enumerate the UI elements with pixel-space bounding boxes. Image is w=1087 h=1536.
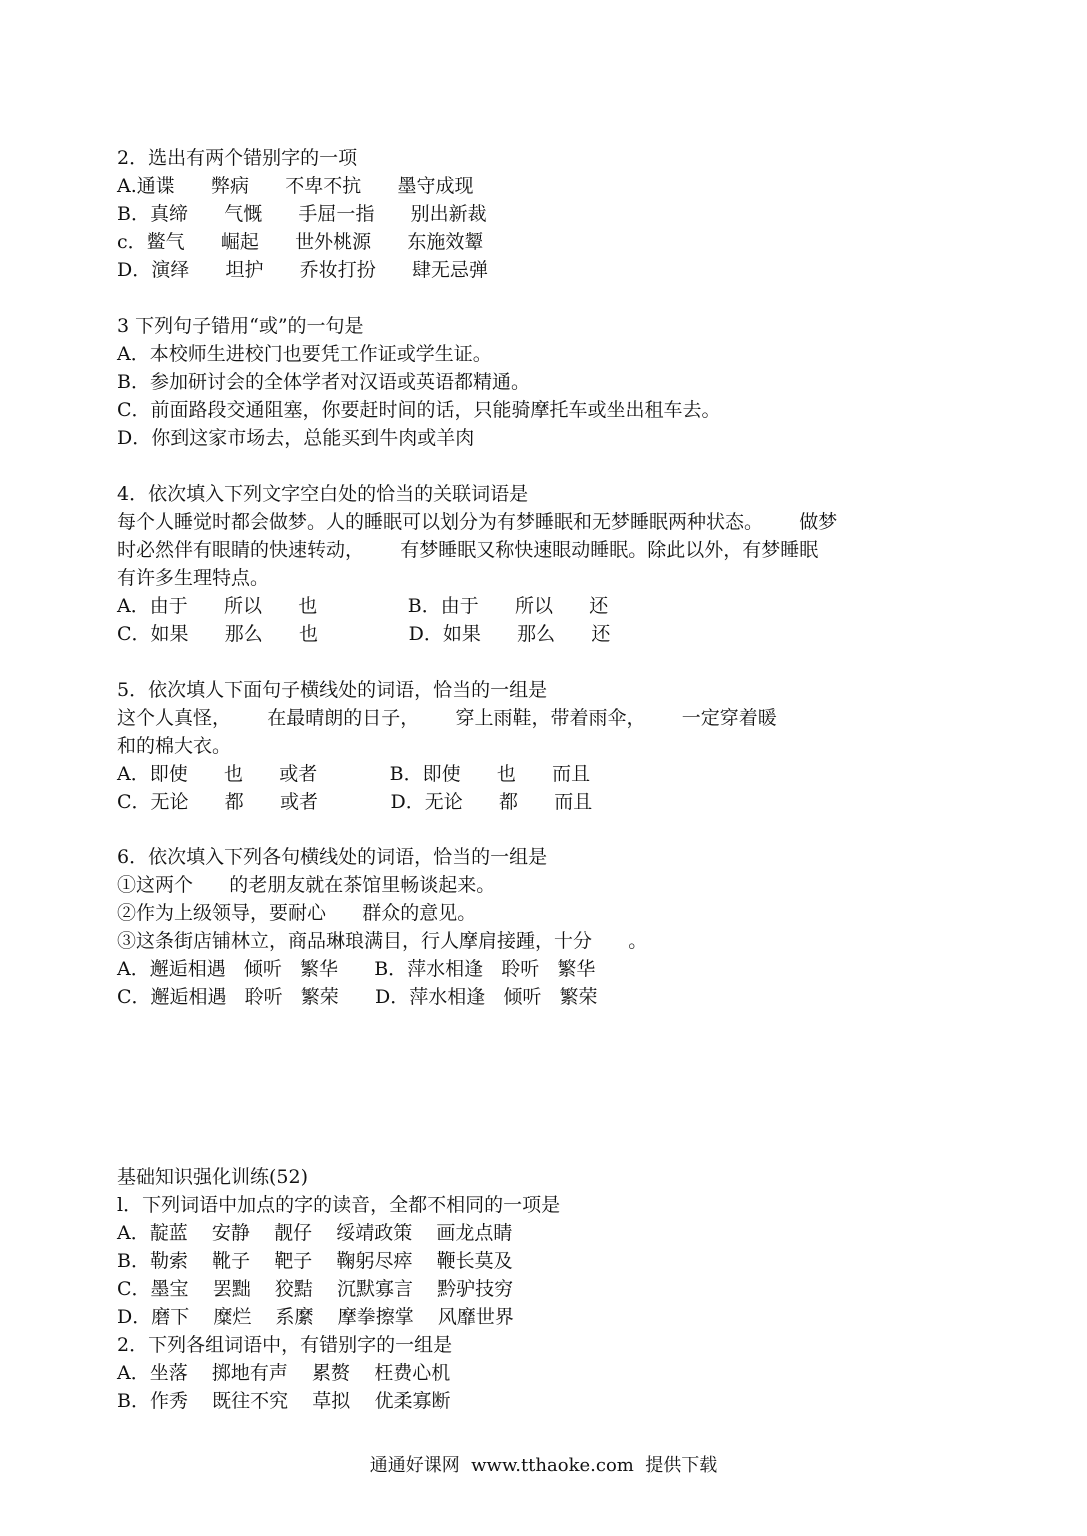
q4-options-cd: C．如果 那么 也 D．如果 那么 还 — [117, 623, 611, 645]
q2-option-d: D．演绎 坦护 乔妆打扮 肆无忌弹 — [117, 259, 488, 281]
s2-q2-option-a: A．坐落 掷地有声 累赘 枉费心机 — [117, 1362, 451, 1384]
q4-passage-line: 有许多生理特点。 — [117, 567, 270, 589]
q5-options-ab: A．即使 也 或者 B．即使 也 而且 — [117, 763, 591, 785]
q5-passage-line: 这个人真怪， 在最晴朗的日子， 穿上雨鞋，带着雨伞， 一定穿着暖 — [117, 707, 777, 729]
q2-stem: 2．选出有两个错别字的一项 — [117, 147, 358, 169]
q6-item: ②作为上级领导，要耐心 群众的意见。 — [117, 902, 477, 924]
q2-option-a: A.通谍 弊病 不卑不抗 墨守成现 — [117, 175, 474, 197]
q4-passage-line: 时必然伴有眼睛的快速转动， 有梦睡眠又称快速眼动睡眠。除此以外，有梦睡眠 — [117, 539, 819, 561]
q3-stem: 3 下列句子错用“或”的一句是 — [117, 315, 364, 337]
q5-options-cd: C．无论 都 或者 D．无论 都 而且 — [117, 791, 593, 813]
page-footer: 通通好课网 www.tthaoke.com 提供下载 — [369, 1455, 718, 1476]
s2-q1-option-a: A．靛蓝 安静 靓仔 绥靖政策 画龙点睛 — [117, 1222, 513, 1244]
q3-option-b: B．参加研讨会的全体学者对汉语或英语都精通。 — [117, 371, 530, 393]
q6-item: ①这两个 的老朋友就在茶馆里畅谈起来。 — [117, 874, 496, 896]
s2-q2-option-b: B．作秀 既往不究 草拟 优柔寡断 — [117, 1390, 451, 1412]
s2-q1-stem: l．下列词语中加点的字的读音，全都不相同的一项是 — [117, 1194, 561, 1216]
q6-item: ③这条街店铺林立，商品琳琅满目，行人摩肩接踵，十分 。 — [117, 930, 648, 952]
q3-option-a: A．本校师生进校门也要凭工作证或学生证。 — [117, 343, 492, 365]
q2-option-b: B．真缔 气慨 手屈一指 别出新裁 — [117, 203, 487, 225]
q5-stem: 5．依次填人下面句子横线处的词语，恰当的一组是 — [117, 679, 548, 701]
q4-stem: 4．依次填入下列文字空白处的恰当的关联词语是 — [117, 483, 529, 505]
q6-options-cd: C．邂逅相遇 聆听 繁荣 D．萍水相逢 倾听 繁荣 — [117, 986, 598, 1008]
q2-option-c: c．鳖气 崛起 世外桃源 东施效颦 — [117, 231, 484, 253]
section-title: 基础知识强化训练(52) — [117, 1166, 309, 1188]
s2-q2-stem: 2．下列各组词语中，有错别字的一组是 — [117, 1334, 453, 1356]
q6-options-ab: A．邂逅相遇 倾听 繁华 B．萍水相逢 聆听 繁华 — [117, 958, 596, 980]
q6-stem: 6．依次填入下列各句横线处的词语，恰当的一组是 — [117, 846, 548, 868]
q3-option-d: D．你到这家市场去，总能买到牛肉或羊肉 — [117, 427, 475, 449]
q3-option-c: C．前面路段交通阻塞，你要赶时间的话，只能骑摩托车或坐出租车去。 — [117, 399, 721, 421]
q5-passage-line: 和的棉大衣。 — [117, 735, 232, 757]
s2-q1-option-b: B．勒索 靴子 靶子 鞠躬尽瘁 鞭长莫及 — [117, 1250, 513, 1272]
q4-passage-line: 每个人睡觉时都会做梦。人的睡眠可以划分为有梦睡眠和无梦睡眠两种状态。 做梦 — [117, 511, 838, 533]
q4-options-ab: A．由于 所以 也 B．由于 所以 还 — [117, 595, 609, 617]
s2-q1-option-c: C．墨宝 罢黜 狡黠 沉默寡言 黔驴技穷 — [117, 1278, 514, 1300]
s2-q1-option-d: D．磨下 糜烂 系縻 摩拳擦掌 风靡世界 — [117, 1306, 514, 1328]
